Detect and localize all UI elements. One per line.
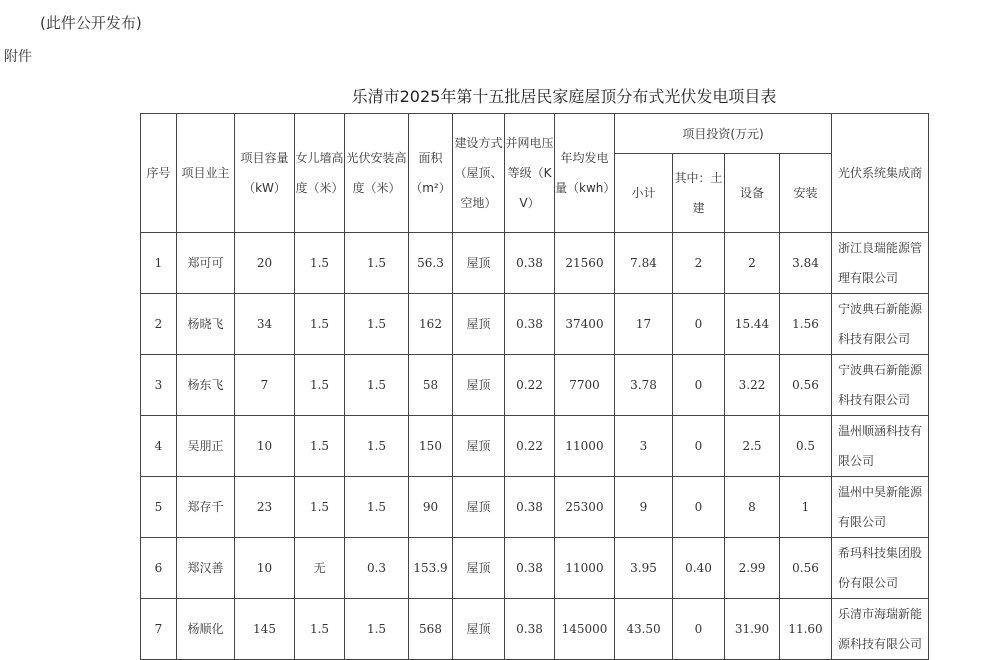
cell-build-mode: 屋顶 xyxy=(453,294,505,355)
table-row xyxy=(141,477,929,538)
cell-build-mode: 屋顶 xyxy=(453,233,505,294)
header-parapet: 女儿墙高度（米） xyxy=(295,114,345,233)
cell-integrator: 浙江良瑞能源管理有限公司 xyxy=(832,233,929,294)
cell-annual-gen: 37400 xyxy=(555,294,615,355)
cell-subtotal: 3.78 xyxy=(615,355,673,416)
cell-build-mode: 屋顶 xyxy=(453,416,505,477)
header-capacity: 项目容量（kW） xyxy=(235,114,295,233)
table-row xyxy=(141,538,929,599)
cell-area: 58 xyxy=(409,355,453,416)
cell-integrator: 宁波典石新能源科技有限公司 xyxy=(832,294,929,355)
cell-build-mode: 屋顶 xyxy=(453,599,505,660)
cell-parapet: 1.5 xyxy=(295,294,345,355)
cell-install: 0.5 xyxy=(780,416,832,477)
cell-integrator: 温州顺涵科技有限公司 xyxy=(832,416,929,477)
cell-subtotal: 3 xyxy=(615,416,673,477)
cell-annual-gen: 25300 xyxy=(555,477,615,538)
cell-seq: 1 xyxy=(141,233,177,294)
cell-parapet: 1.5 xyxy=(295,416,345,477)
cell-subtotal: 17 xyxy=(615,294,673,355)
table-header-row xyxy=(141,114,929,154)
cell-install: 0.56 xyxy=(780,355,832,416)
cell-install: 1 xyxy=(780,477,832,538)
cell-civil: 2 xyxy=(673,233,725,294)
cell-capacity: 10 xyxy=(235,538,295,599)
cell-owner: 杨顺化 xyxy=(177,599,235,660)
attachment-label: 附件 xyxy=(4,49,32,65)
cell-voltage: 0.38 xyxy=(505,477,555,538)
header-annual-gen: 年均发电量（kwh） xyxy=(555,114,615,233)
public-release-notice: (此件公开发布) xyxy=(40,14,142,32)
cell-parapet: 1.5 xyxy=(295,599,345,660)
cell-voltage: 0.22 xyxy=(505,355,555,416)
cell-parapet: 1.5 xyxy=(295,355,345,416)
cell-seq: 6 xyxy=(141,538,177,599)
cell-install-height: 1.5 xyxy=(345,355,409,416)
header-integrator: 光伏系统集成商 xyxy=(832,114,929,233)
cell-owner: 吴朋正 xyxy=(177,416,235,477)
cell-integrator: 乐清市海瑞新能源科技有限公司 xyxy=(832,599,929,660)
cell-owner: 郑汉善 xyxy=(177,538,235,599)
cell-voltage: 0.38 xyxy=(505,233,555,294)
document-title: 乐清市2025年第十五批居民家庭屋顶分布式光伏发电项目表 xyxy=(351,87,777,106)
cell-build-mode: 屋顶 xyxy=(453,538,505,599)
header-seq: 序号 xyxy=(141,114,177,233)
cell-subtotal: 3.95 xyxy=(615,538,673,599)
cell-integrator: 宁波典石新能源科技有限公司 xyxy=(832,355,929,416)
cell-install-height: 1.5 xyxy=(345,416,409,477)
cell-area: 56.3 xyxy=(409,233,453,294)
cell-install-height: 1.5 xyxy=(345,599,409,660)
cell-civil: 0 xyxy=(673,355,725,416)
cell-seq: 2 xyxy=(141,294,177,355)
cell-voltage: 0.38 xyxy=(505,538,555,599)
cell-civil: 0 xyxy=(673,477,725,538)
cell-equipment: 2 xyxy=(725,233,780,294)
cell-voltage: 0.22 xyxy=(505,416,555,477)
header-owner: 项目业主 xyxy=(177,114,235,233)
cell-install: 0.56 xyxy=(780,538,832,599)
cell-capacity: 10 xyxy=(235,416,295,477)
cell-capacity: 23 xyxy=(235,477,295,538)
cell-civil: 0 xyxy=(673,599,725,660)
cell-build-mode: 屋顶 xyxy=(453,355,505,416)
project-table xyxy=(140,113,929,660)
cell-equipment: 2.99 xyxy=(725,538,780,599)
cell-parapet: 1.5 xyxy=(295,233,345,294)
cell-annual-gen: 11000 xyxy=(555,416,615,477)
cell-subtotal: 7.84 xyxy=(615,233,673,294)
cell-seq: 4 xyxy=(141,416,177,477)
cell-annual-gen: 7700 xyxy=(555,355,615,416)
table-row xyxy=(141,416,929,477)
header-install-height: 光伏安装高度（米） xyxy=(345,114,409,233)
cell-install: 3.84 xyxy=(780,233,832,294)
table-row xyxy=(141,599,929,660)
header-subtotal: 小计 xyxy=(615,154,673,233)
cell-subtotal: 9 xyxy=(615,477,673,538)
cell-parapet: 无 xyxy=(295,538,345,599)
cell-seq: 7 xyxy=(141,599,177,660)
header-investment: 项目投资(万元) xyxy=(615,114,832,154)
cell-civil: 0 xyxy=(673,294,725,355)
cell-annual-gen: 145000 xyxy=(555,599,615,660)
cell-equipment: 31.90 xyxy=(725,599,780,660)
cell-area: 162 xyxy=(409,294,453,355)
cell-seq: 5 xyxy=(141,477,177,538)
cell-install-height: 0.3 xyxy=(345,538,409,599)
header-voltage: 并网电压等级（KV） xyxy=(505,114,555,233)
cell-capacity: 34 xyxy=(235,294,295,355)
cell-install: 11.60 xyxy=(780,599,832,660)
table-row xyxy=(141,355,929,416)
cell-build-mode: 屋顶 xyxy=(453,477,505,538)
cell-capacity: 145 xyxy=(235,599,295,660)
header-civil: 其中：土建 xyxy=(673,154,725,233)
cell-subtotal: 43.50 xyxy=(615,599,673,660)
cell-install: 1.56 xyxy=(780,294,832,355)
cell-area: 150 xyxy=(409,416,453,477)
cell-integrator: 温州中昊新能源有限公司 xyxy=(832,477,929,538)
cell-annual-gen: 21560 xyxy=(555,233,615,294)
cell-parapet: 1.5 xyxy=(295,477,345,538)
cell-voltage: 0.38 xyxy=(505,599,555,660)
cell-integrator: 希玛科技集团股份有限公司 xyxy=(832,538,929,599)
cell-owner: 郑可可 xyxy=(177,233,235,294)
cell-equipment: 3.22 xyxy=(725,355,780,416)
table-row xyxy=(141,294,929,355)
cell-seq: 3 xyxy=(141,355,177,416)
cell-owner: 杨东飞 xyxy=(177,355,235,416)
cell-equipment: 8 xyxy=(725,477,780,538)
cell-area: 153.9 xyxy=(409,538,453,599)
header-build-mode: 建设方式（屋顶、空地） xyxy=(453,114,505,233)
cell-install-height: 1.5 xyxy=(345,477,409,538)
cell-capacity: 7 xyxy=(235,355,295,416)
cell-area: 90 xyxy=(409,477,453,538)
cell-civil: 0 xyxy=(673,416,725,477)
header-install: 安装 xyxy=(780,154,832,233)
table-row xyxy=(141,233,929,294)
cell-equipment: 15.44 xyxy=(725,294,780,355)
cell-voltage: 0.38 xyxy=(505,294,555,355)
cell-install-height: 1.5 xyxy=(345,294,409,355)
header-equipment: 设备 xyxy=(725,154,780,233)
cell-equipment: 2.5 xyxy=(725,416,780,477)
header-area: 面积（m²） xyxy=(409,114,453,233)
cell-civil: 0.40 xyxy=(673,538,725,599)
cell-install-height: 1.5 xyxy=(345,233,409,294)
cell-area: 568 xyxy=(409,599,453,660)
cell-owner: 郑存千 xyxy=(177,477,235,538)
cell-capacity: 20 xyxy=(235,233,295,294)
cell-annual-gen: 11000 xyxy=(555,538,615,599)
cell-owner: 杨晓飞 xyxy=(177,294,235,355)
